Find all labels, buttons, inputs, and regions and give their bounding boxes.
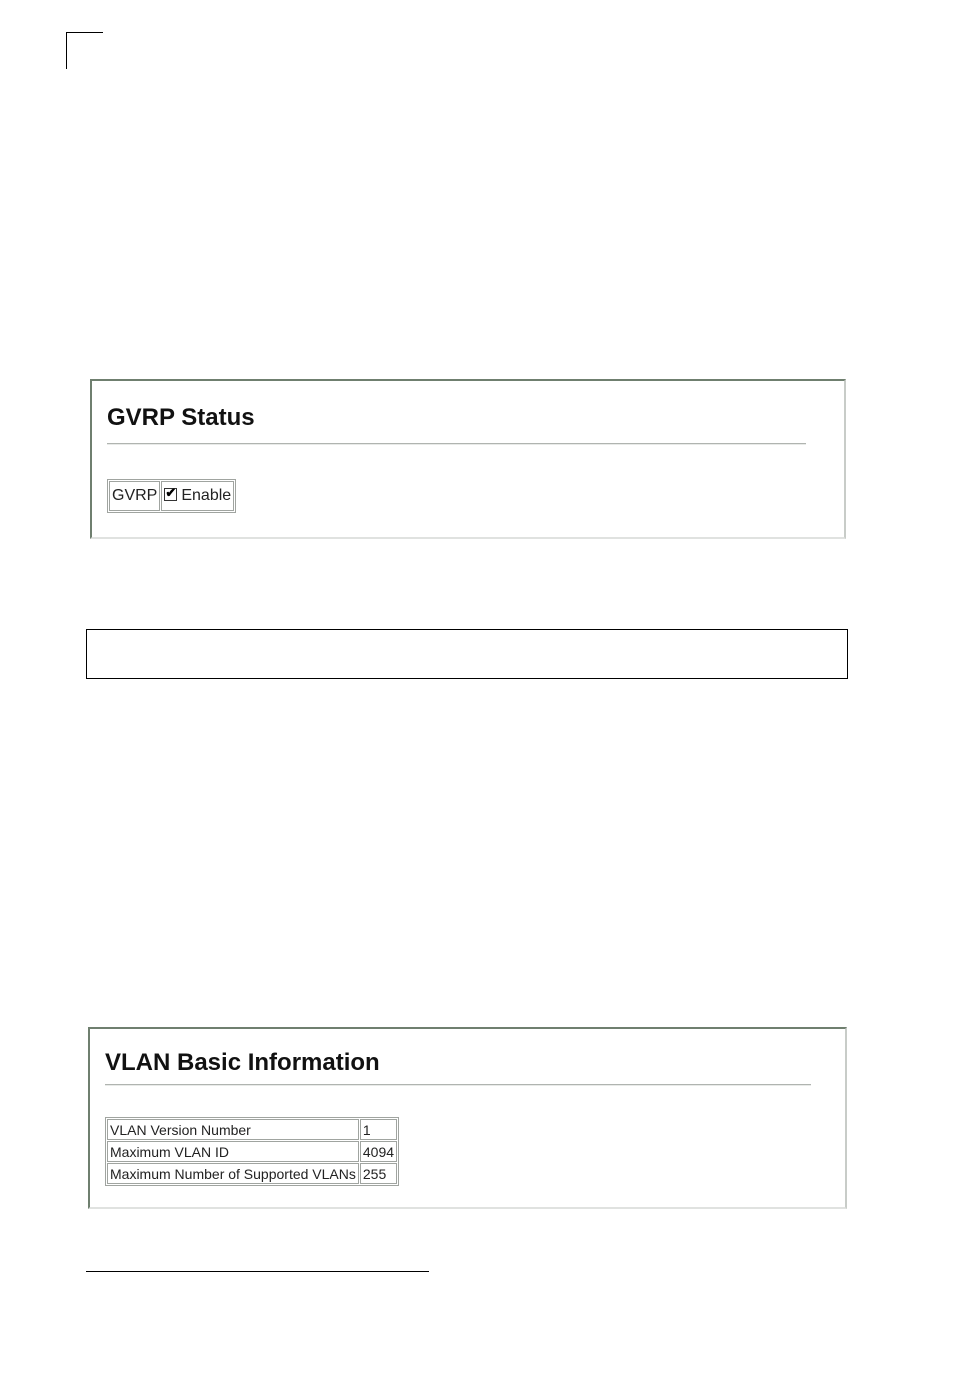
gvrp-enable-checkbox[interactable]	[164, 484, 177, 501]
gvrp-enable-label[interactable]: Enable	[181, 487, 232, 504]
gvrp-settings-table	[107, 479, 236, 513]
table-row	[109, 481, 234, 511]
title-divider	[105, 1084, 811, 1086]
footnote-divider	[86, 1271, 429, 1272]
gvrp-status-title: GVRP Status	[107, 404, 255, 431]
crop-mark-icon	[66, 32, 103, 69]
table-row	[107, 1163, 397, 1184]
checkmark-icon: ✔	[165, 484, 177, 500]
table-row	[107, 1119, 397, 1140]
vlan-info-table	[105, 1117, 399, 1186]
gvrp-enable-cell[interactable]	[161, 481, 234, 511]
vlan-basic-information-title: VLAN Basic Information	[105, 1049, 380, 1076]
gvrp-status-panel	[90, 379, 846, 539]
vlan-basic-information-panel	[88, 1027, 847, 1209]
max-vlan-id-label: Maximum VLAN ID	[107, 1141, 359, 1162]
max-supported-vlans-value: 255	[360, 1163, 397, 1184]
table-row	[107, 1141, 397, 1162]
note-box	[86, 629, 848, 679]
max-supported-vlans-label: Maximum Number of Supported VLANs	[107, 1163, 359, 1184]
vlan-version-value: 1	[360, 1119, 397, 1140]
vlan-version-label: VLAN Version Number	[107, 1119, 359, 1140]
title-divider	[107, 443, 806, 445]
gvrp-field-label: GVRP	[109, 481, 160, 511]
max-vlan-id-value: 4094	[360, 1141, 397, 1162]
